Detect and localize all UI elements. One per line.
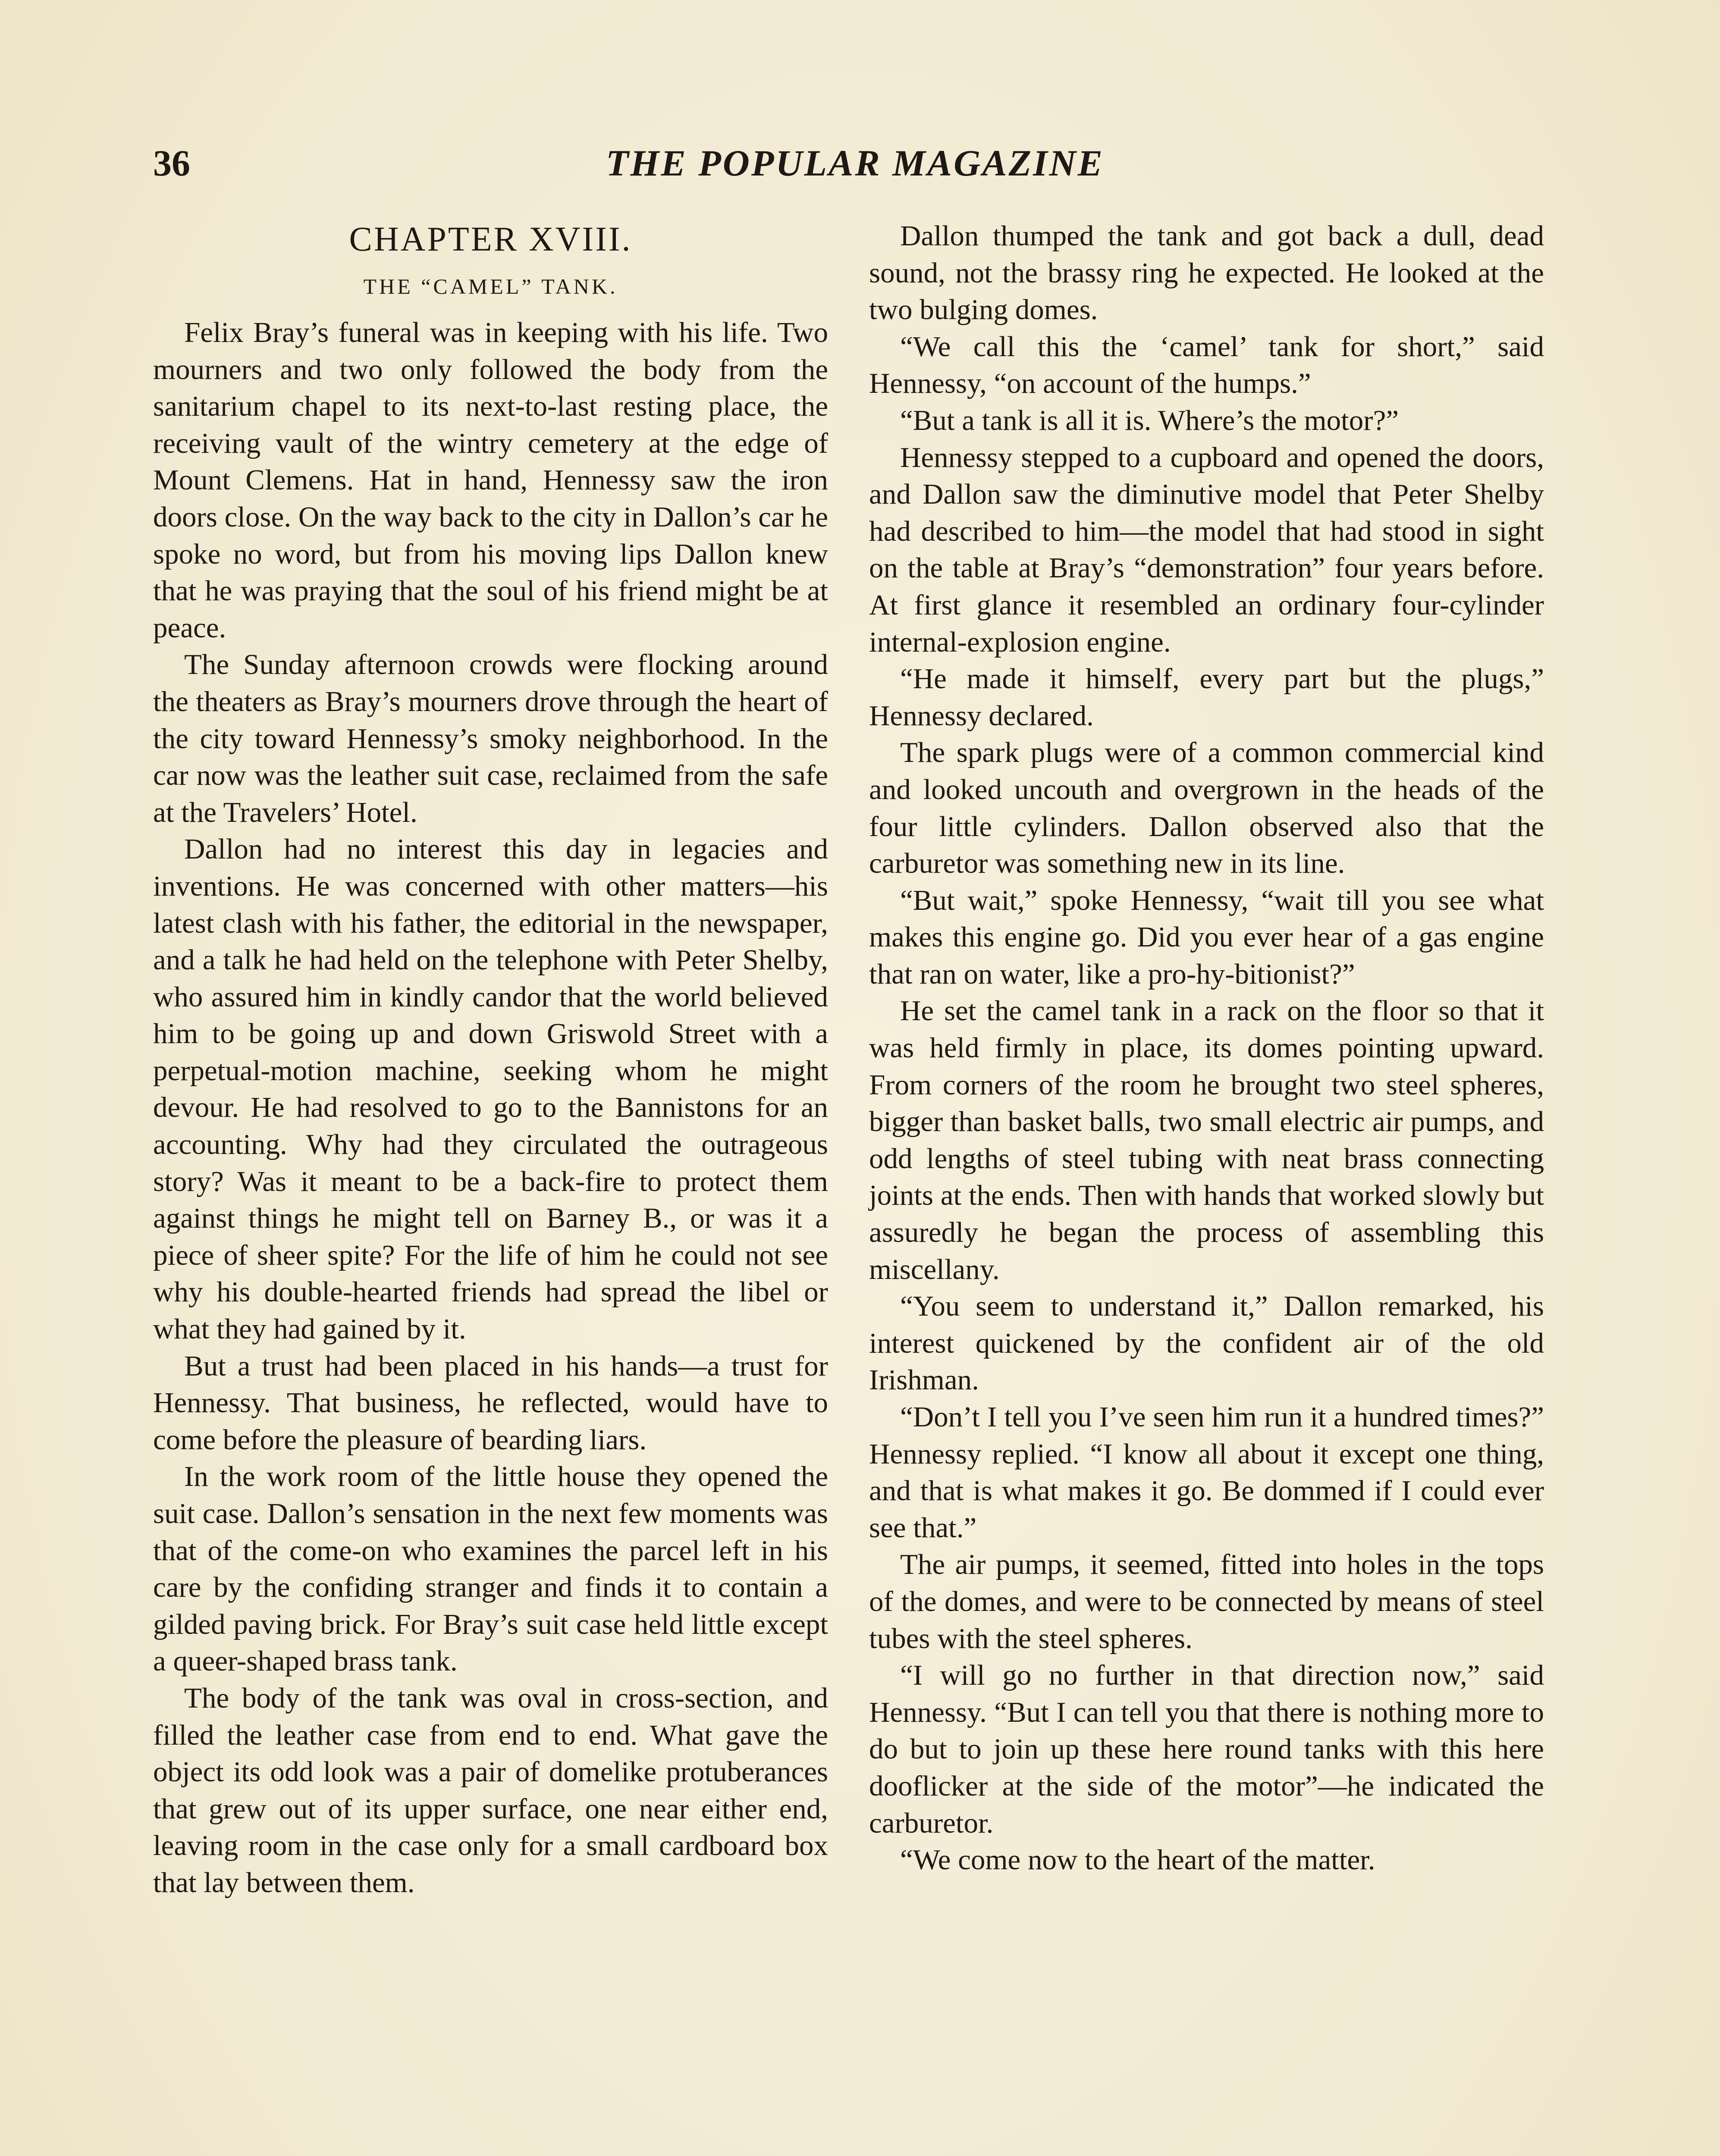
paragraph: “But wait,” spoke Hennessy, “wait till you see what makes this engine go. Did you ever hear of a gas engine that ran on water, like a pro-hy-bitionist?” [869, 884, 1544, 990]
paragraph: “Don’t I tell you I’ve seen him run it a hundred times?” Hennessy replied. “I know all about it except one thing, and that is what makes it go. Be dommed if I could ever see that.” [869, 1401, 1544, 1544]
paragraph: Hennessy stepped to a cupboard and opened the doors, and Dallon saw the diminutive model that Peter Shelby had described to him—the model that had stood in sight on the table at Bray’s “demonstration” four years before. At first glance it resembled an ordinary four-cylinder internal-explosion engine. [869, 441, 1544, 658]
paragraph: But a trust had been placed in his hands—a trust for Hennessy. That business, he reflected, would have to come before the pleasure of bearding liars. [153, 1350, 828, 1456]
paragraph: Felix Bray’s funeral was in keeping with his life. Two mourners and two only followed the body from the sanitarium chapel to its next-to-last resting place, the receiving vault of the wintry cemetery at the edge of Mount Clemens. Hat in hand, Hennessy saw the iron doors close. On the way back to the city in Dallon’s car he spoke no word, but from his moving lips Dallon knew that he was praying that the soul of his friend might be at peace. [153, 317, 828, 644]
chapter-heading: CHAPTER XVIII. [349, 220, 632, 258]
paragraph: The air pumps, it seemed, fitted into holes in the tops of the domes, and were to be connected by means of steel tubes with the steel spheres. [869, 1548, 1544, 1655]
paragraph: “I will go no further in that direction now,” said Hennessy. “But I can tell you that there is nothing more to do but to join up these here round tanks with this here dooflicker at the side of the motor”—he indicated the carburetor. [869, 1659, 1544, 1839]
right-column [869, 218, 1544, 1879]
paragraph: In the work room of the little house they opened the suit case. Dallon’s sensation in the next few moments was that of the come-on who examines the parcel left in his care by the confiding stranger and finds it to contain a gilded paving brick. For Bray’s suit case held little except a queer-shaped brass tank. [153, 1460, 828, 1677]
running-title: THE POPULAR MAGAZINE [606, 142, 1105, 184]
paragraph: “You seem to understand it,” Dallon remarked, his interest quickened by the confident air of the old Irishman. [869, 1290, 1544, 1396]
paragraph: Dallon thumped the tank and got back a dull, dead sound, not the brassy ring he expected. He looked at the two bulging domes. [869, 220, 1544, 326]
paragraph: “We come now to the heart of the matter. [900, 1844, 1375, 1876]
paragraph: “He made it himself, every part but the plugs,” Hennessy declared. [869, 663, 1544, 732]
paragraph: He set the camel tank in a rack on the floor so that it was held firmly in place, its domes pointing upward. From corners of the room he brought two steel spheres, bigger than basket balls, two small electric air pumps, and odd lengths of steel tubing with neat brass connecting joints at the ends. Then with hands that worked slowly but assuredly he began the process of assembling this miscellany. [869, 995, 1544, 1285]
paragraph: “We call this the ‘camel’ tank for short,” said Hennessy, “on account of the humps.” [869, 330, 1544, 400]
paragraph: The Sunday afternoon crowds were flocking around the theaters as Bray’s mourners drove through the heart of the city toward Hennessy’s smoky neighborhood. In the car now was the leather suit case, reclaimed from the safe at the Travelers’ Hotel. [153, 649, 828, 828]
paragraph: The spark plugs were of a common commercial kind and looked uncouth and overgrown in the heads of the four little cylinders. Dallon observed also that the carburetor was something new in its line. [869, 736, 1544, 880]
paragraph: The body of the tank was oval in cross-section, and filled the leather case from end to end. What gave the object its odd look was a pair of domelike protuberances that grew out of its upper surface, one near either end, leaving room in the case only for a small cardboard box that lay between them. [153, 1682, 828, 1899]
paragraph: “But a tank is all it is. Where’s the motor?” [900, 404, 1399, 436]
left-column [153, 218, 828, 1902]
chapter-subtitle: THE “CAMEL” TANK. [363, 274, 618, 298]
page-header [153, 137, 1557, 189]
paragraph: Dallon had no interest this day in legacies and inventions. He was concerned with other matters—his latest clash with his father, the editorial in the newspaper, and a talk he had held on the telephone with Peter Shelby, who assured him in kindly candor that the world believed him to be going up and down Griswold Street with a perpetual-motion machine, seeking whom he might devour. He had resolved to go to the Bannistons for an accounting. Why had they circulated the outrageous story? Was it meant to be a back-fire to protect them against things he might tell on Barney B., or was it a piece of sheer spite? For the life of him he could not see why his double-hearted friends had spread the libel or what they had gained by it. [153, 833, 828, 1345]
page-number: 36 [153, 142, 190, 184]
